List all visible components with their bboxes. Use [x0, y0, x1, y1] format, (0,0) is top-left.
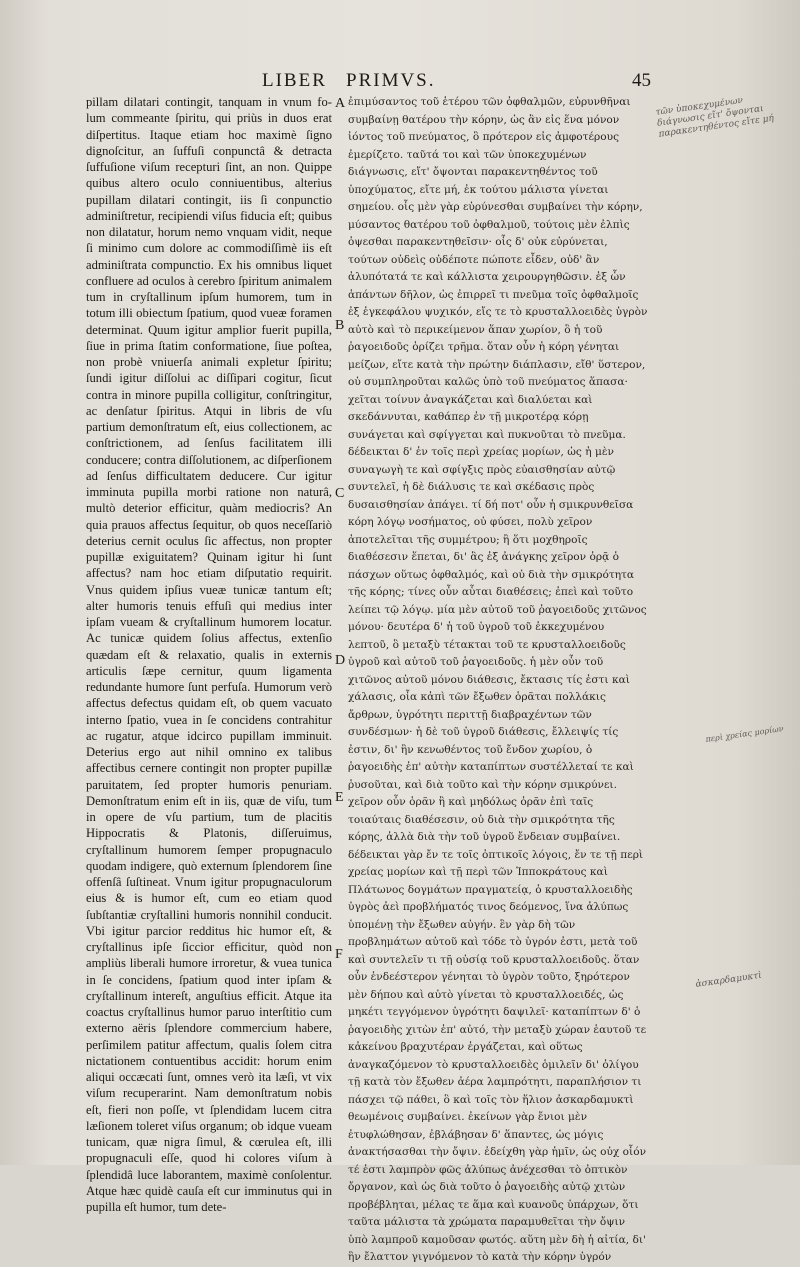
page-number: 45	[632, 70, 651, 91]
greek-text: ἐπιμύσαντος τοῦ ἑτέρου τῶν ὀφθαλμῶν, εὐρυνθῆναι συμβαίνῃ θατέρου τὴν κόρην, ὡς ἂν εἰς ἕνα μόνον ἰόντος τοῦ πνεύματος, ὃ πρότερον εἰς ἀμφοτέρους ἐμερίζετο. ταῦτά τοι καὶ τῶν ὑποκεχυμένων διάγνωσις, εἴτ' ὄψονται παρακεντηθέντος τοῦ ὑποχύματος, εἴτε μή, ἐκ τούτου μάλιστα γίνεται σημείου. οἷς μὲν γὰρ εὐρύνεσθαι συμβαίνει τὴν κόρην, μύσαντος θατέρου τοῦ ὀφθαλμοῦ, τούτοις μὲν ἐλπὶς ὀψεσθαι παρακεντηθεῖσιν· οἷς δ' οὐκ εὐρύνεται, τούτων οὐδεὶς οὐδέποτε πώποτε εἶδεν, οὐδ' ἂν ἀλυπότατά τε καὶ κάλλιστα χειρουργηθῶσιν. ἐξ ὧν ἁπάντων δῆλον, ὡς ἐπιρρεῖ τι πνεῦμα τοῖς ὀφθαλμοῖς ἐξ ἐγκεφάλου ψυχικόν, εἴς τε τὸ κρυσταλλοειδὲς ὑγρὸν αὐτὸ καὶ τὸ περικείμενον ἅπαν χωρίον, ὃ ἡ τοῦ ῥαγοειδοῦς ὁρίζει τρῆμα. ὅταν οὖν ἡ κόρη γένηται μείζων, εἴτε κατὰ τὴν πρώτην διάπλασιν, εἴθ' ὕστερον, οὐ συμπληροῦται καλῶς ὑπὸ τοῦ πνεύματος ἅπασα· χεῖται τοίνυν ἀναγκάζεται καὶ διαλύεται καὶ σκεδάννυται, καθάπερ ἐν τῇ μικροτέρᾳ κόρῃ συνάγεται καὶ σφίγγεται καὶ πυκνοῦται τὸ πνεῦμα. δέδεικται δ' ἐν τοῖς περὶ χρείας μορίων, ὡς ἡ μὲν συναγωγὴ τε καὶ σφίγξις πρὸς εὐαισθησίαν αὐτῷ συντελεῖ, ἡ δὲ διάλυσις τε καὶ σκέδασις πρὸς δυσαισθησίαν ἀπάγει. τί δή ποτ' οὖν ἡ σμικρυνθεῖσα κόρη λόγῳ νοσήματος, οὐ φύσει, πολὺ χεῖρον ἀποτελεῖται τῆς συμμέτρου; ἢ ὅτι μοχθηροῖς διαθέσεσιν ἕπεται, δι' ἃς ἐξ ἀνάγκης χεῖρον ὁρᾷ ὁ πάσχων οὕτως ὀφθαλμός, καὶ οὐ διὰ τὴν σμικρότητα τῆς κόρης; τίνες οὖν αὗται διαθέσεις; ἐπεὶ καὶ τοῦτο λείπει τῷ λόγῳ. μία μὲν αὐτοῦ τοῦ ῥαγοειδοῦς χιτῶνος μόνου· δευτέρα δ' ἡ τοῦ ὑγροῦ τοῦ ἐκκεχυμένου λεπτοῦ, ὃ μεταξὺ τέτακται τοῦ τε κρυσταλλοειδοῦς ὑγροῦ καὶ αὐτοῦ τοῦ ῥαγοειδοῦς. ἡ μὲν οὖν τοῦ χιτῶνος αὐτοῦ μόνου διάθεσις, ἔκτασις τίς ἐστι καὶ χάλασις, οἷα κἀπὶ τῶν ἔξωθεν ὁρᾶται πολλάκις ἄρθρων, ὑγρότητι περιττῇ διαβραχέντων τῶν συνδέσμων· ἡ δὲ τοῦ ὑγροῦ διάθεσις, ἔλλειψίς τίς ἐστιν, δι' ἣν κενωθέντος τοῦ ἔνδον χωρίου, ὁ ῥαγοειδὴς ἐπ' αὐτὴν καταπίπτων συστέλλεταί τε καὶ ῥυσοῦται, καὶ διὰ τοῦτο καὶ τὴν κόρην σμικρύνει. χεῖρον οὖν ὁρᾶν ἢ καὶ μηδόλως ὁρᾶν ἐπὶ ταῖς τοιαύταις διαθέσεσιν, οὐ διὰ τὴν σμικρότητα τῆς κόρης, ἀλλὰ διὰ τὴν τοῦ ὑγροῦ ἔνδειαν συμβαίνει. δέδεικται γὰρ ἔν τε τοῖς ὀπτικοῖς λόγοις, ἔν τε τῇ περὶ χρείας μορίων καὶ τῇ περὶ τῶν Ἱπποκράτους καὶ Πλάτωνος δογμάτων πραγματείᾳ, ὁ κρυσταλλοειδὴς ὑγρὸς ἀεὶ προβλήματός τινος δεόμενος, ἵνα ἀλύπως ὑπομένῃ τὴν ἔξωθεν αὐγήν. ἓν γὰρ δὴ τῶν προβλημάτων αὐτοῦ καὶ τόδε τὸ ὑγρόν ἐστι, μετὰ τοῦ καὶ συντελεῖν τι τῇ οὐσίᾳ τοῦ κρυσταλλοειδοῦς. ὅταν οὖν ἐνδεέστερον γένηται τὸ ὑγρὸν τοῦτο, ξηρότερον μὲν δήπου καὶ αὐτὸ γίνεται τὸ κρυσταλλοειδές, ὡς μηκέτι τεγγόμενον ὑγρότητι δαψιλεῖ· καταπίπτων δ' ὁ ῥαγοειδὴς χιτὼν ἐπ' αὐτό, τὴν μεταξὺ χώραν ἑαυτοῦ τε κἀκείνου βραχυτέραν ἐργάζεται, καὶ οὕτως ἀναγκαζόμενον τὸ κρυσταλλοειδὲς ὁμιλεῖν δι' ὀλίγου τῇ κατὰ τὸν ἔξωθεν ἀέρα λαμπρότητι, παραπλήσιον τι πάσχει τῷ πάθει, ὃ καὶ τοῖς τὸν ἥλιον ἀσκαρδαμυκτὶ θεωμένοις συμβαίνει. ἐκείνων γὰρ ἔνιοι μὲν ἐτυφλώθησαν, ἐβλάβησαν δ' ἅπαντες, ὡς μόγις ἀνακτήσασθαι τὴν ὄψιν. ἐδείχθη γὰρ ἡμῖν, ὡς οὐχ οἷόν τέ ἐστι λαμπρὸν φῶς ἀλύπως ἀνέχεσθαι τὸ ὀπτικὸν ὄργανον, καὶ ὡς διὰ τοῦτο ὁ ῥαγοειδὴς αὐτῷ χιτὼν προβέβληται, μέλας τε ἅμα καὶ κυανοῦς ὑπάρχων, ὅτι ταῦτα μάλιστα τὰ χρώματα παραμυθεῖται τὴν ὄψιν ὑπὸ λαμπροῦ καμοῦσαν φωτός. αὕτη μὲν δὴ ἡ αἰτία, δι' ἣν ἔλαττον γιγνόμενον τὸ κατὰ τὴν κόρην ὑγρόν	[348, 96, 648, 1263]
running-head-liber: LIBER	[262, 70, 327, 91]
section-marker-d: D	[335, 653, 346, 668]
section-marker-f: F	[335, 947, 343, 962]
section-marker-a: A	[335, 96, 346, 111]
running-head-primus: PRIMVS.	[346, 70, 436, 91]
section-marker-c: C	[335, 486, 345, 501]
marginal-gloss-middle: περὶ χρείας μορίων	[705, 724, 785, 744]
greek-column	[348, 94, 648, 1263]
running-header	[0, 70, 800, 94]
section-marker-b: B	[335, 318, 345, 333]
marginal-gloss-bottom: ἀσκαρδαμυκτὶ	[695, 970, 763, 990]
latin-text: pillam dilatari contingit, tanquam in vnum fo-lum commeante ſpiritu, qui priùs in duos erat diſpertitus. Itaque etiam hoc maximè ſigno dignoſcitur, an ſuffuſi conpunctâ & detracta ſuffuſione viſum recepturi ſint, an non. Quippe quibus altero oculo conniuentibus, alterius pupillam dilatari contingit, iis ſi conpunctio adminiſtretur, recipiendi viſus fiducia eſt; quibus non dilatatur, horum nemo vnquam vidit, neque ſi minimo cum dolore ac commodiſſimè iis eſt adminiſtrata compunctio. Ex his omnibus liquet confluere ad oculos à cerebro ſpiritum animalem tum in cryſtallinum ipſum humorem, tum in totum illi obiectum ſpatium, quod vueæ foramen determinat. Quum igitur amplior fuerit pupilla, ſiue in prima ſtatim conformatione, ſiue poſtea, non probè vniuerſa animali expletur ſpiritu; ſundi igitur diſſolui ac diſſipari cogitur, ſicut contra in minore pupilla colligitur, conſtringitur, ac denſatur ſpiritus. Atqui in libris de vſu partium demonſtratum eſt, eius collectionem, ac conſtrictionem, ad ſenſus facilitatem illi conducere; contra diſſolutionem, ac diſperſionem ad ſenſus difficultatem deducere. Cur igitur imminuta pupilla morbi ratione non naturâ, multò deterior efficitur, quàm mediocris? An quia prauos affectus ſequitur, ob quos neceſſariò deterius cernit oculus ſic affectus, non propter pupillæ exiguitatem? Quinam igitur hi ſunt affectus? nam hoc etiam diſputatio requirit. Vnus quidem ipſius vueæ tunicæ tantum eſt; alter humoris tenuis effuſi qui medius inter ipſam vueam & cryſtallinum humorem locatur. Ac tunicæ quidem ſolius affectus, extenſio quædam eſt & relaxatio, qualis in externis articulis ſæpe cernitur, quum ligamenta redundante humore ſunt perfuſa. Humorum verò affectus defectus quidam eſt, ob quem vacuato interno ſpatio, vuea in ſe concidens contrahitur ac rugatur, atque idcirco pupillam imminuit. Deterius ergo aut nihil omnino ex talibus affectibus cernere contingit non propter pupillæ paruitatem, ſed propter humoris penuriam. Demonſtratum enim eſt in iis, quæ de viſu, tum in opere de vſu partium, tum de placitis Hippocratis & Platonis, diſſeruimus, cryſtallinum humorem ſemper propugnaculo quodam indigere, quò externum ſplendorem ſine offenſâ ſuſtineat. Vnum igitur propugnaculorum eius & is humor eſt, cum eo etiam quod ſubſtantiæ cryſtallini humoris nonnihil conducit. Vbi igitur parcior redditus hic humor eſt, & cryſtallinus ipſe ſiccior efficitur, quòd non ampliùs liberali humore irroretur, & vuea tunica in ſe concidens, ſpatium quod inter ipſam & cryſtallinum intereſt, anguſtius efficit. Atque ita coactus cryſtallinus humor paruo interſtitio cum externo aëris ſplendore commercium habere, perſimilem patitur affectum, qualis ſolem citra nictationem contuentibus accidit: horum enim aliqui occæcati ſunt, omnes verò ita læſi, vt vix viſum recuperarint. Nam demonſtratum nobis eſt, fieri non poſſe, vt ſplendidam lucem citra læſionem toleret viſus organum; ob idque vueam tunicam, quæ nigra ſimul, & cœrulea eſt, illi propugnaculi eſſe, quod hi colores viſum à ſplendidâ luce laborantem, maximè conſolentur. Atque hæc quidè cauſa eſt cur imminutus qui in pupilla eſt humor, tum dete-	[86, 95, 332, 1214]
section-marker-e: E	[335, 790, 344, 805]
latin-column	[86, 94, 332, 1214]
marginal-gloss-top: τῶν ὑποκεχυμένων διάγνωσις εἴτ' ὄψονται παρακεντηθέντος εἴτε μή	[655, 95, 775, 140]
